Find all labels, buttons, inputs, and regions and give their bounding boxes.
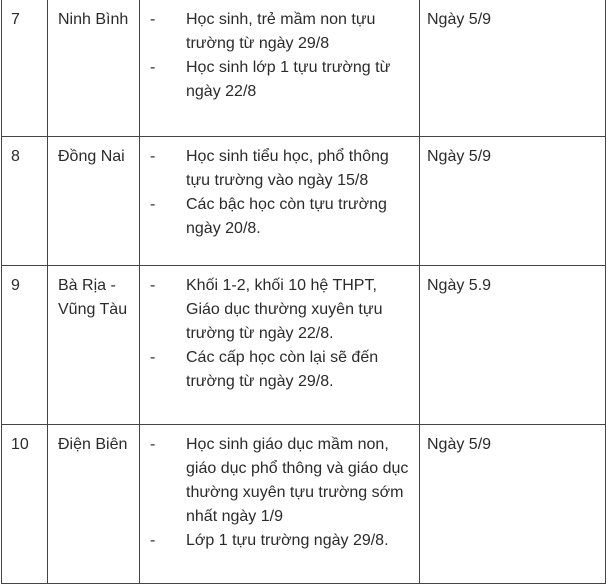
schedule-item-text: Học sinh tiểu học, phổ thông tựu trường vào ngày 15/8 — [186, 148, 389, 189]
schedule-item-text: Học sinh giáo dục mầm non, giáo dục phổ thông và giáo dục thường xuyên tựu trường sớm nhất ngày 1/9 — [186, 436, 409, 525]
table-row — [2, 425, 606, 584]
schedule-item — [150, 274, 411, 346]
schedule-item — [150, 56, 411, 104]
schedule-item — [150, 529, 411, 553]
table-row — [2, 137, 606, 266]
schedule-details — [140, 137, 420, 266]
schedule-item-text: Các cấp học còn lại sẽ đến trường từ ngày 29/8. — [186, 349, 379, 390]
bullet-dash: - — [150, 277, 156, 294]
schedule-item-text: Khối 1-2, khối 10 hệ THPT, Giáo dục thường xuyên tựu trường từ ngày 22/8. — [186, 277, 383, 342]
row-number: 8 — [2, 137, 48, 266]
row-number: 10 — [2, 425, 48, 584]
row-number: 9 — [2, 266, 48, 425]
schedule-item — [150, 193, 411, 241]
schedule-details — [140, 0, 420, 137]
schedule-list — [150, 145, 411, 241]
school-opening-table — [1, 0, 606, 584]
bullet-dash: - — [150, 436, 156, 453]
province-name: Điện Biên — [48, 425, 140, 584]
opening-date: Ngày 5/9 — [420, 425, 606, 584]
schedule-item — [150, 346, 411, 394]
schedule-list — [150, 274, 411, 394]
schedule-item-text: Các bậc học còn tựu trường ngày 20/8. — [186, 196, 387, 237]
bullet-dash: - — [150, 349, 156, 366]
province-name: Đồng Nai — [48, 137, 140, 266]
schedule-item-text: Học sinh, trẻ mầm non tựu trường từ ngày 29/8 — [186, 11, 376, 52]
province-name: Bà Rịa - Vũng Tàu — [48, 266, 140, 425]
bullet-dash: - — [150, 148, 156, 165]
province-name: Ninh Bình — [48, 0, 140, 137]
table-row — [2, 0, 606, 137]
schedule-item — [150, 8, 411, 56]
schedule-details — [140, 425, 420, 584]
bullet-dash: - — [150, 196, 156, 213]
row-number: 7 — [2, 0, 48, 137]
schedule-list — [150, 433, 411, 553]
opening-date: Ngày 5/9 — [420, 137, 606, 266]
schedule-details — [140, 266, 420, 425]
bullet-dash: - — [150, 59, 156, 76]
opening-date: Ngày 5/9 — [420, 0, 606, 137]
schedule-item-text: Lớp 1 tựu trường ngày 29/8. — [186, 532, 389, 549]
opening-date: Ngày 5.9 — [420, 266, 606, 425]
table-row — [2, 266, 606, 425]
schedule-item — [150, 433, 411, 529]
bullet-dash: - — [150, 532, 156, 549]
schedule-list — [150, 8, 411, 104]
bullet-dash: - — [150, 11, 156, 28]
schedule-item — [150, 145, 411, 193]
schedule-item-text: Học sinh lớp 1 tựu trường từ ngày 22/8 — [186, 59, 391, 100]
